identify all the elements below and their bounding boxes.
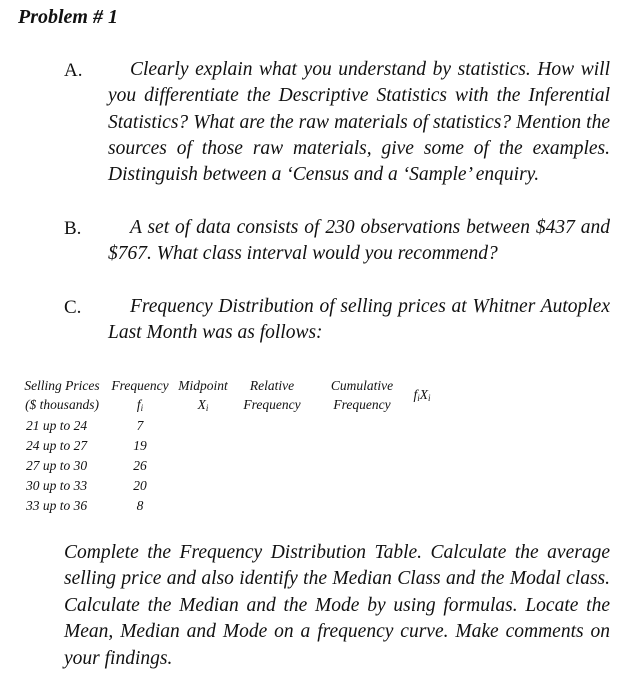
part-b-text: A set of data consists of 230 observations between $437 and $767. What class interval would you recommend? <box>108 217 610 265</box>
header-midpoint: Midpoint $X_i$ <box>178 378 228 413</box>
table-row <box>18 416 218 436</box>
table-row <box>18 456 218 476</box>
header-frequency: Frequency $f_i$ <box>111 378 169 413</box>
class-range: 27 up to 30 <box>26 458 88 473</box>
header-relative-frequency: Relative Frequency <box>243 378 301 412</box>
table-row <box>18 436 218 456</box>
class-frequency: 20 <box>133 478 147 493</box>
class-range: 24 up to 27 <box>26 438 88 453</box>
page-title: Problem # 1 <box>18 6 118 28</box>
table-row <box>18 476 218 496</box>
part-c-label: C. <box>64 297 82 318</box>
class-frequency: 7 <box>136 418 144 433</box>
table-row <box>18 496 218 516</box>
closing-instructions: Complete the Frequency Distribution Table. Calculate the average selling price and also identify the Median Class and the Modal class. Calculate the Median and the Mode by using formulas. Locate the Mean, Median and Mode on a frequency curve. Make comments on your findings. <box>64 542 610 669</box>
class-frequency: 8 <box>136 498 144 513</box>
part-c-text: Frequency Distribution of selling prices at Whitner Autoplex Last Month was as follows: <box>108 296 610 344</box>
part-a-label: A. <box>64 60 83 81</box>
class-frequency: 26 <box>133 458 147 473</box>
class-range: 21 up to 24 <box>26 418 88 433</box>
class-range: 33 up to 36 <box>26 498 88 513</box>
part-b-label: B. <box>64 218 82 239</box>
header-cumulative-frequency: Cumulative Frequency <box>330 378 394 412</box>
part-a-text: Clearly explain what you understand by statistics. How will you differentiate the Descriptive Statistics with the Inferential Statistics? What are the raw materials of statistics? Mention the sources of those raw materials, give some of the examples. Distinguish between a ‘Census and a ‘Sample’ enquiry. <box>108 59 610 186</box>
class-frequency: 19 <box>133 438 147 453</box>
header-selling-prices: Selling Prices ($ thousands) <box>24 378 100 412</box>
class-range: 30 up to 33 <box>26 478 88 493</box>
header-fx: $f_iX_i$ <box>413 387 431 403</box>
